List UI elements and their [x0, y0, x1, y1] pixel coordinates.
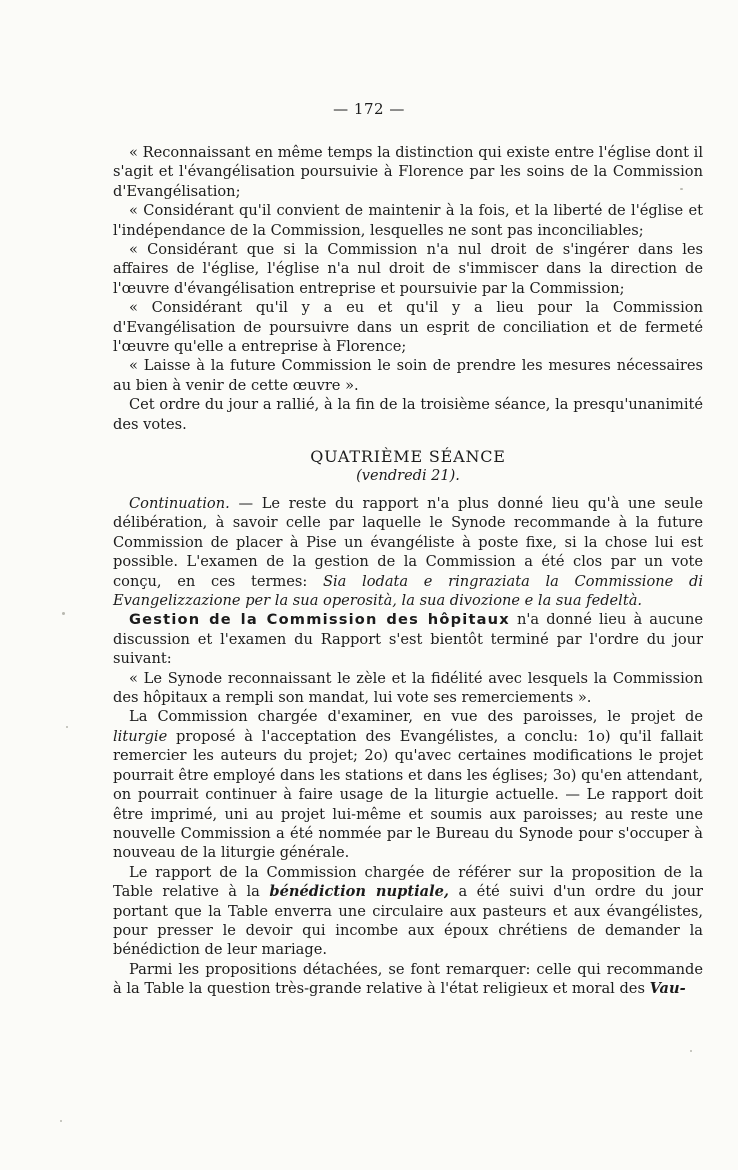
paragraph-text: n'a donné lieu à aucune discussion et l'examen du Rapport s'est bientôt terminé par l'ordre du jour suivant: [113, 611, 703, 668]
print-speck [62, 612, 65, 615]
text-block-fourth-session [113, 494, 703, 999]
paragraph: « Considérant que si la Commission n'a nul droit de s'ingérer dans les affaires de l'église, l'église n'a nul droit de s'immiscer dans la direction de l'œuvre d'évangélisation entreprise et poursuivie par la Commission; [113, 241, 703, 297]
italic-term: Vau- [649, 980, 686, 998]
print-speck [60, 1120, 62, 1122]
paragraph: Cet ordre du jour a rallié, à la fin de la troisième séance, la presqu'unanimité des votes. [113, 396, 703, 433]
paragraph: « Considérant qu'il y a eu et qu'il y a lieu pour la Commission d'Evangélisation de poursuivre dans un esprit de conciliation et de fermeté l'œuvre qu'elle a entreprise à Florence; [113, 299, 703, 356]
italian-quote: Sia lodata e ringraziata la Commissione di Evangelizzazione per la sua operosità, la sua divozione e la sua fedeltà. [113, 572, 703, 610]
lead-term: Continuation. [129, 495, 230, 512]
print-speck [66, 726, 68, 728]
paragraph-proposals [113, 960, 703, 999]
paragraph-text: Parmi les propositions détachées, se font remarquer: celle qui recommande à la Table la question très-grande relative à l'état religieux et moral des [113, 960, 703, 998]
section-title: QUATRIÈME SÉANCE [310, 447, 506, 466]
paragraph-text: La Commission chargée d'examiner, en vue des paroisses, le projet de [129, 708, 703, 726]
section-date: (vendredi 21). [356, 468, 460, 484]
paragraph-text: Le rapport de la Commission chargée de référer sur la proposition de la Table relative à la [113, 863, 703, 901]
page-number: — 172 — [333, 100, 405, 118]
paragraph-hospitals [113, 610, 703, 668]
italic-term: bénédiction nuptiale, [269, 883, 450, 901]
paragraph: « Considérant qu'il convient de maintenir à la fois, et la liberté de l'église et l'indépendance de la Commission, lesquelles ne sont pas inconciliables; [113, 202, 703, 239]
paragraph-nuptial [113, 863, 703, 960]
italic-term: liturgie [113, 727, 168, 745]
paragraph-text: proposé à l'acceptation des Evangélistes, a conclu: 1o) qu'il fallait remercier les auteurs du projet; 2o) qu'avec certaines modifications le projet pourrait être employé dans les stations et dans les églises; 3o) qu'en attendant, on pourrait continuer à faire usage de la liturgie actuelle. — Le rapport doit être imprimé, uni au projet lui-même et soumis aux paroisses; au reste une nouvelle Commission a été nommée par le Bureau du Synode pour s'occuper à nouveau de la liturgie générale. [113, 727, 703, 862]
gothic-heading: Gestion de la Commission des hôpitaux [129, 611, 510, 629]
paragraph-text: — Le reste du rapport n'a plus donné lieu qu'à une seule délibération, à savoir celle par laquelle le Synode recommande à la future Commission de placer à Pise un évangéliste à poste fixe, si la chose lui est possible. L'examen de la gestion de la Commission a été clos par un vote conçu, en ces termes: [113, 495, 703, 590]
paragraph-continuation [113, 494, 703, 610]
paragraph-liturgy [113, 707, 703, 862]
paragraph-text: a été suivi d'un ordre du jour portant que la Table enverra une circulaire aux pasteurs et aux évangélistes, pour presser le devoir qui incombe aux époux chrétiens de demander la bénédiction de leur mariage. [113, 883, 704, 959]
paragraph: « Laisse à la future Commission le soin de prendre les mesures nécessaires au bien à venir de cette œuvre ». [113, 357, 703, 394]
paragraph: « Reconnaissant en même temps la distinction qui existe entre l'église dont il s'agit et l'évangélisation poursuivie à Florence par les soins de la Commission d'Evangélisation; [113, 144, 703, 200]
paragraph: « Le Synode reconnaissant le zèle et la fidélité avec lesquels la Commission des hôpitaux a rempli son mandat, lui vote ses remerciements ». [113, 669, 703, 707]
print-speck [680, 188, 683, 190]
print-speck [690, 1050, 692, 1052]
text-block-resolutions [113, 143, 703, 434]
